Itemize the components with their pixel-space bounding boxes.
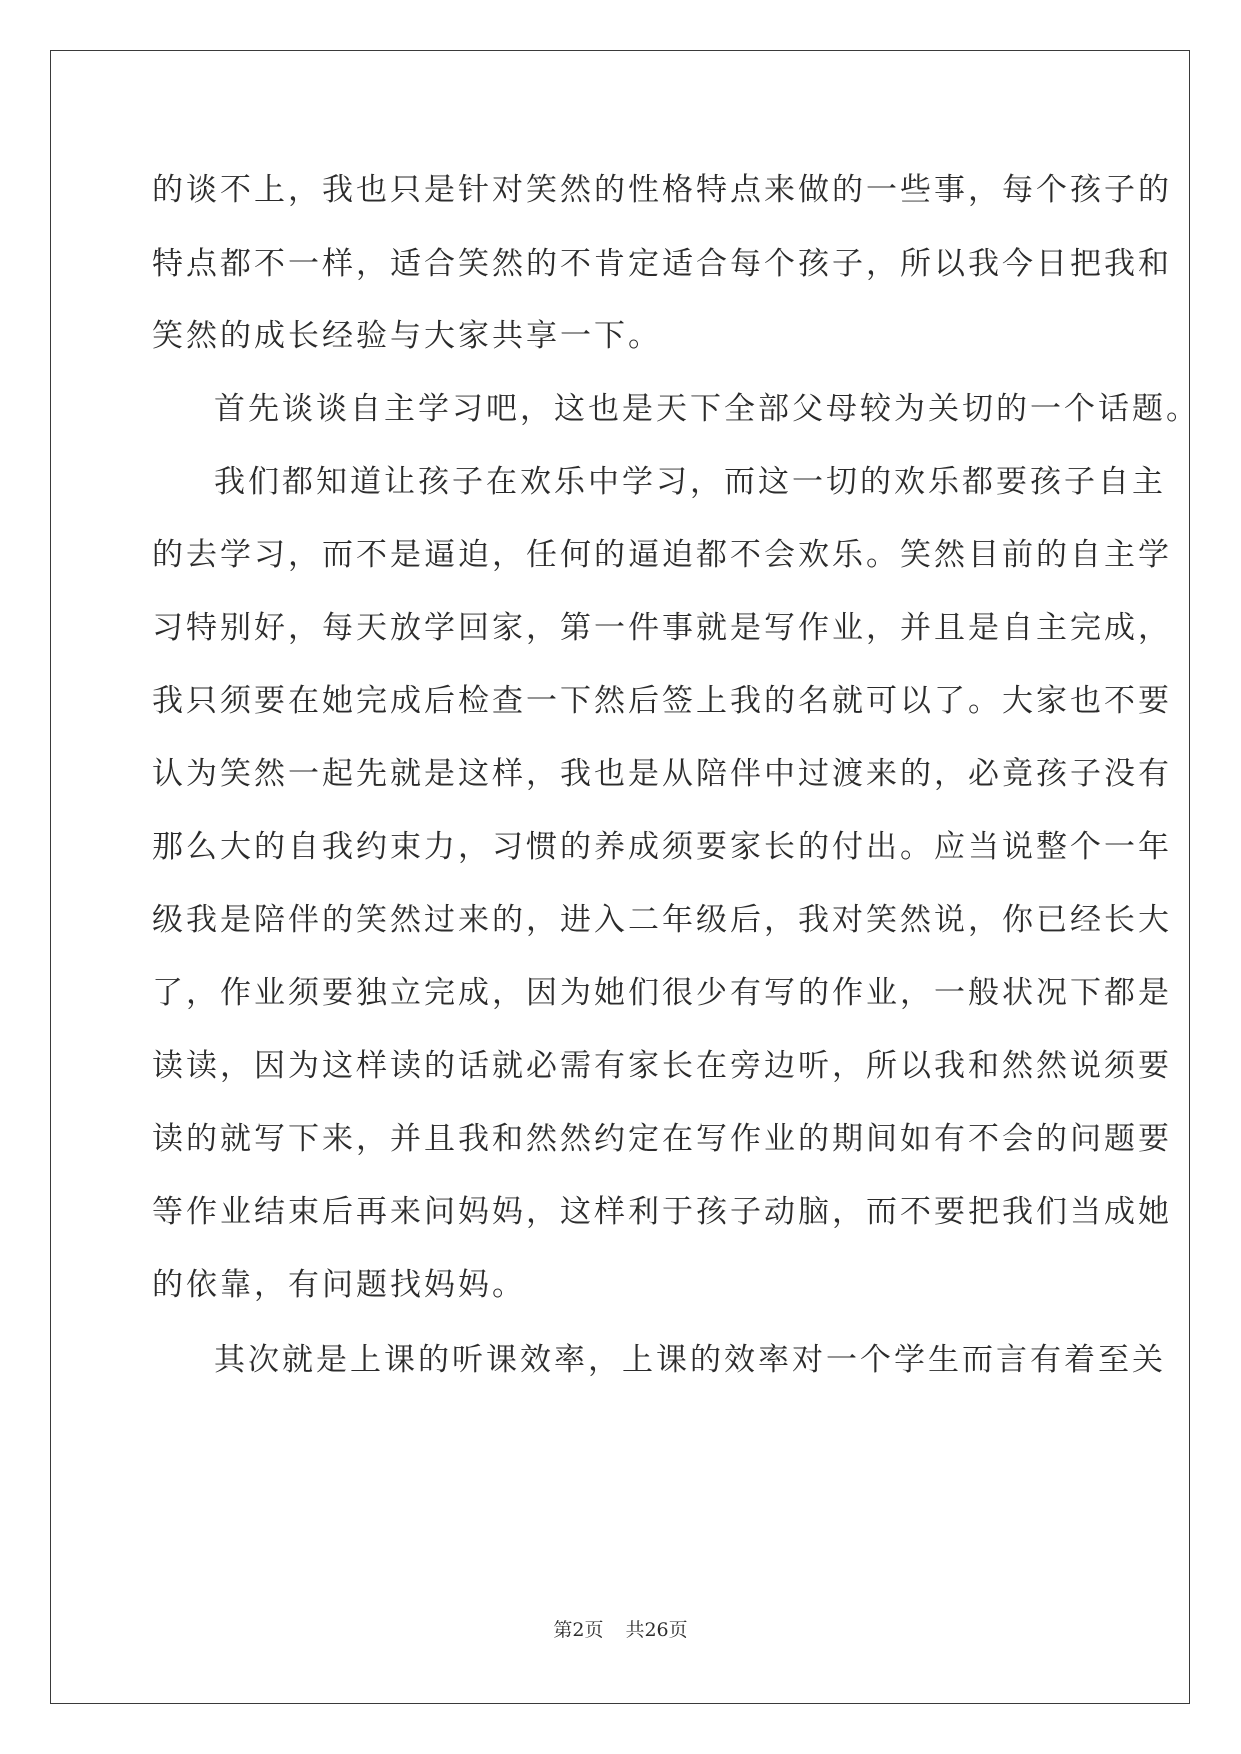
text-line: 习特别好，每天放学回家，第一件事就是写作业，并且是自主完成， [152,610,1172,646]
text-line: 读读，因为这样读的话就必需有家长在旁边听，所以我和然然说须要 [152,1048,1172,1084]
text-line: 的谈不上，我也只是针对笑然的性格特点来做的一些事，每个孩子的 [152,172,1172,208]
text-line: 级我是陪伴的笑然过来的，进入二年级后，我对笑然说，你已经长大 [152,902,1172,938]
text-line: 我只须要在她完成后检查一下然后签上我的名就可以了。大家也不要 [152,683,1172,719]
text-line: 首先谈谈自主学习吧，这也是天下全部父母较为关切的一个话题。 [214,391,1200,427]
text-line: 的依靠，有问题找妈妈。 [152,1267,526,1303]
page-border [50,50,1190,1704]
page-number: 第2页 [553,1619,604,1641]
page-total: 共26页 [625,1619,688,1641]
text-line: 那么大的自我约束力，习惯的养成须要家长的付出。应当说整个一年 [152,829,1172,865]
text-line: 的去学习，而不是逼迫，任何的逼迫都不会欢乐。笑然目前的自主学 [152,537,1172,573]
text-line: 了，作业须要独立完成，因为她们很少有写的作业，一般状况下都是 [152,975,1172,1011]
text-line: 读的就写下来，并且我和然然约定在写作业的期间如有不会的问题要 [152,1121,1172,1157]
text-line: 等作业结束后再来问妈妈，这样利于孩子动脑，而不要把我们当成她 [152,1194,1172,1230]
text-line: 笑然的成长经验与大家共享一下。 [152,318,662,354]
page-footer [0,1615,1241,1642]
text-line: 认为笑然一起先就是这样，我也是从陪伴中过渡来的，必竟孩子没有 [152,756,1172,792]
text-line: 其次就是上课的听课效率，上课的效率对一个学生而言有着至关 [214,1342,1166,1378]
text-line: 特点都不一样，适合笑然的不肯定适合每个孩子，所以我今日把我和 [152,246,1172,282]
text-line: 我们都知道让孩子在欢乐中学习，而这一切的欢乐都要孩子自主 [214,464,1166,500]
